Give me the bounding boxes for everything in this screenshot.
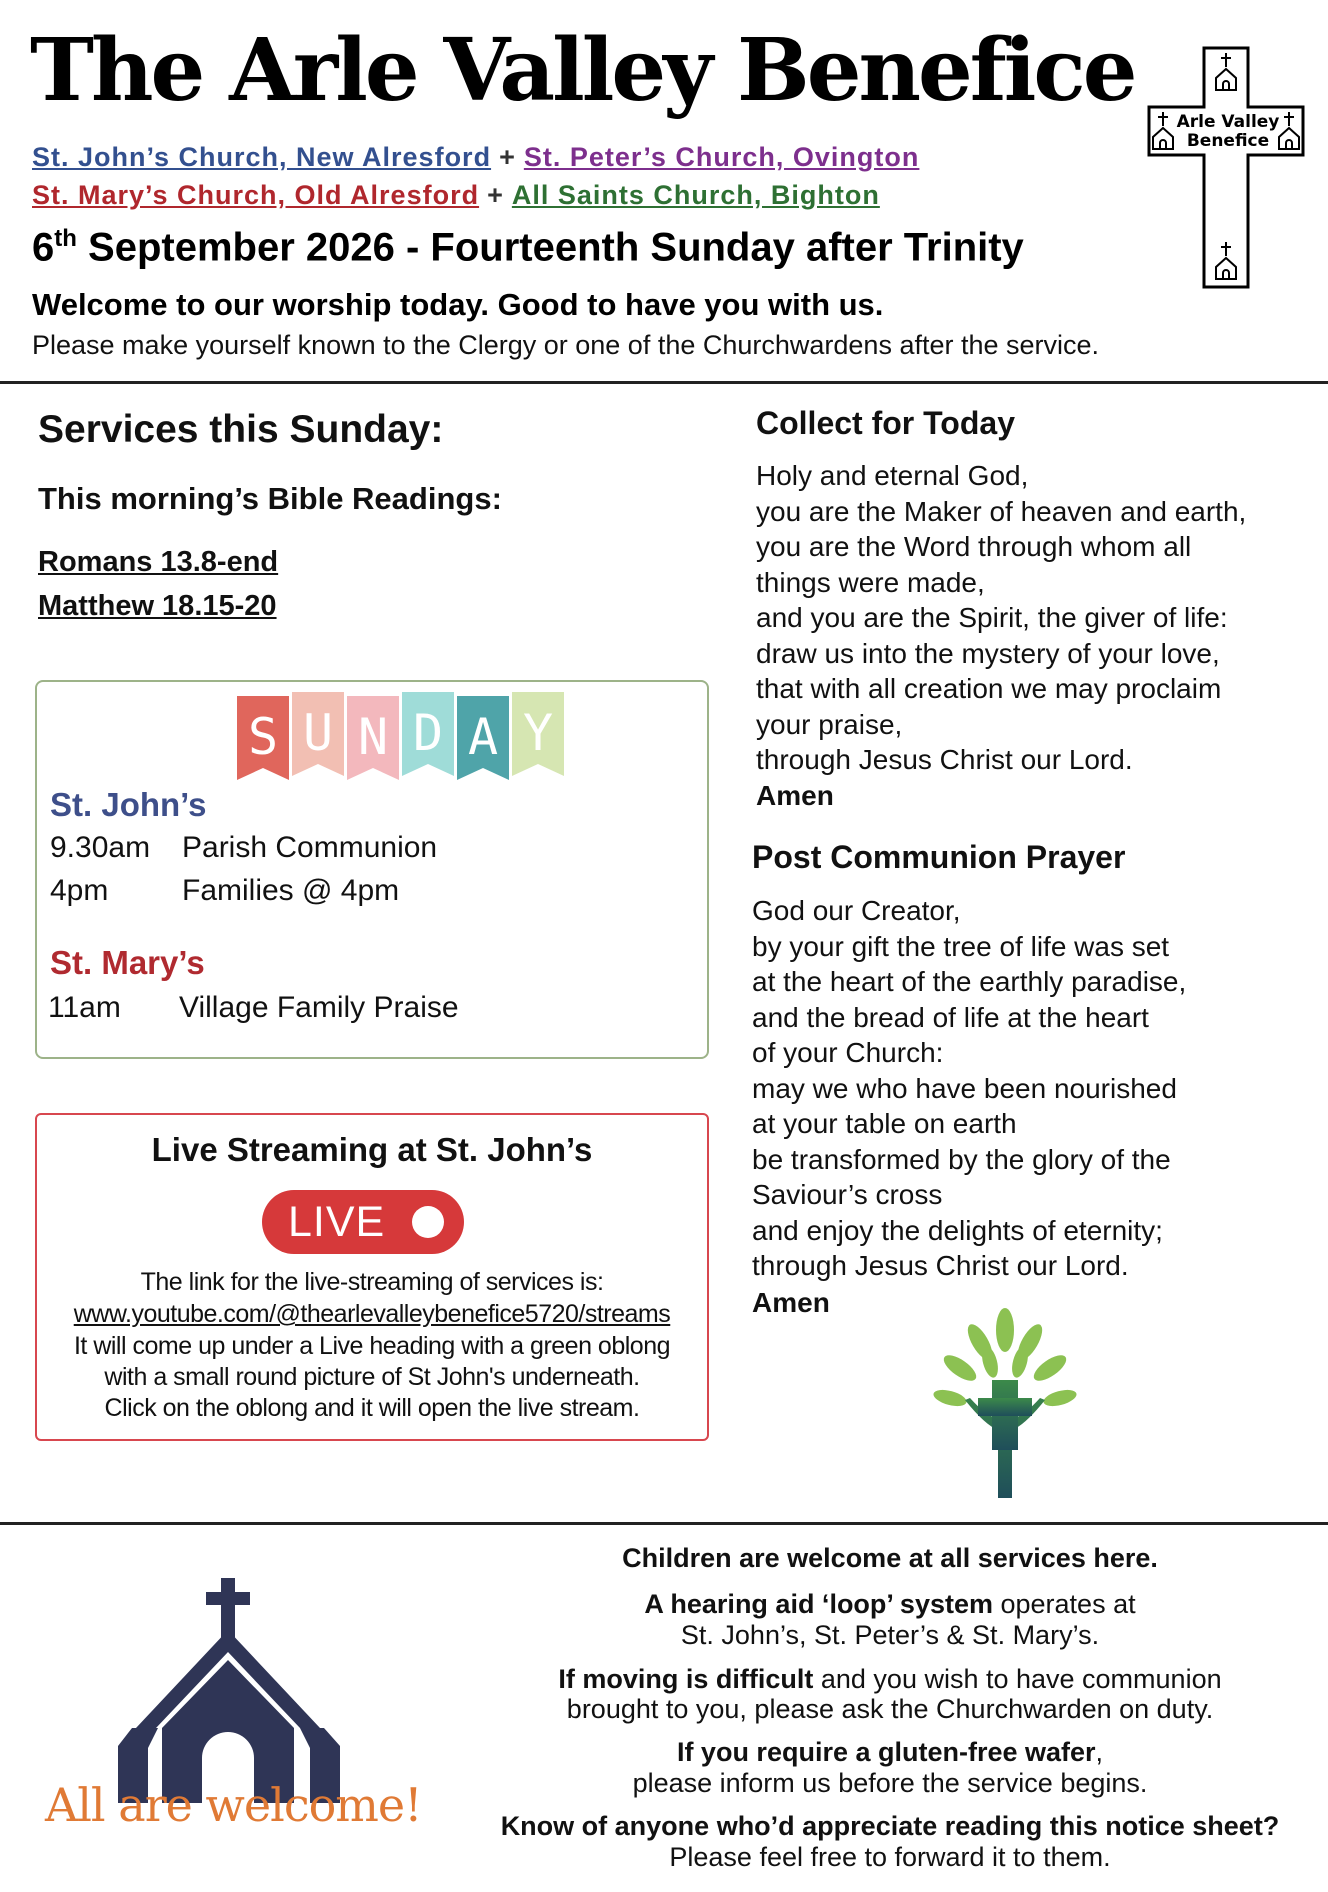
post-communion-heading: Post Communion Prayer bbox=[752, 839, 1126, 875]
loop-line-1 bbox=[450, 1589, 1328, 1620]
moving-bold: If moving is difficult bbox=[558, 1664, 814, 1694]
forward-line-1: Know of anyone who’d appreciate reading this notice sheet? bbox=[500, 1811, 1280, 1841]
header-divider bbox=[0, 381, 1328, 384]
live-label: LIVE bbox=[288, 1198, 386, 1246]
page-title: The Arle Valley Benefice bbox=[30, 20, 1135, 121]
service-time: 11am bbox=[48, 991, 121, 1024]
service-time: 4pm bbox=[50, 874, 109, 907]
gluten-line-1 bbox=[450, 1737, 1328, 1768]
banner-letter: S bbox=[247, 708, 279, 766]
introduction-text: Please make yourself known to the Clergy or one of the Churchwardens after the service. bbox=[32, 330, 1100, 360]
banner-letter: N bbox=[357, 708, 389, 766]
live-text-4: with a small round picture of St John's underneath. bbox=[104, 1363, 640, 1391]
moving-line-2: brought to you, please ask the Churchwarden on duty. bbox=[566, 1694, 1214, 1724]
collect-text: Holy and eternal God, you are the Maker of heaven and earth, you are the Word through whom all things were made, and you are the Spirit, the giver of life: draw us into the mystery of your love, that with all creation we may proclaim your praise, through Jesus Christ our Lord. bbox=[756, 460, 1247, 775]
church-link-st-marys[interactable]: St. Mary’s Church, Old Alresford bbox=[32, 180, 480, 210]
service-name: Village Family Praise bbox=[179, 991, 459, 1024]
loop-bold: A hearing aid ‘loop’ system bbox=[644, 1589, 993, 1619]
moving-line-1 bbox=[450, 1664, 1328, 1695]
service-name: Parish Communion bbox=[182, 831, 438, 864]
loop-rest: operates at bbox=[993, 1589, 1136, 1619]
children-welcome: Children are welcome at all services here. bbox=[622, 1543, 1158, 1573]
youtube-stream-link[interactable]: www.youtube.com/@thearlevalleybenefice5720/streams bbox=[73, 1300, 671, 1328]
church-link-all-saints[interactable]: All Saints Church, Bighton bbox=[511, 180, 880, 210]
church-link-st-peters[interactable]: St. Peter’s Church, Ovington bbox=[523, 142, 920, 172]
church-link-st-johns[interactable]: St. John’s Church, New Alresford bbox=[32, 142, 492, 172]
collect-heading: Collect for Today bbox=[756, 405, 1015, 441]
post-communion-text: God our Creator, by your gift the tree of life was set at the heart of the earthly paradise, and the bread of life at the heart of your Church: may we who have been nourished at your table on earth be transformed by the glory of the Saviour’s cross and enjoy the delights of eternity; through Jesus Christ our Lord. bbox=[752, 895, 1187, 1281]
readings-heading: This morning’s Bible Readings: bbox=[38, 481, 502, 516]
service-date bbox=[32, 225, 1024, 270]
live-text-5: Click on the oblong and it will open the live stream. bbox=[104, 1394, 640, 1422]
church-line-2 bbox=[32, 180, 880, 211]
welcome-text: Welcome to our worship today. Good to have you with us. bbox=[32, 287, 884, 322]
sunday-banner bbox=[237, 692, 567, 784]
gluten-line-2: please inform us before the service begins. bbox=[632, 1768, 1148, 1798]
st-marys-heading: St. Mary’s bbox=[50, 944, 205, 981]
date-day: 6 bbox=[32, 225, 55, 270]
moving-rest: and you wish to have communion bbox=[813, 1664, 1222, 1694]
gluten-bold: If you require a gluten-free wafer bbox=[676, 1737, 1096, 1767]
reading-2[interactable]: Matthew 18.15-20 bbox=[38, 590, 277, 622]
church-line-1 bbox=[32, 142, 919, 173]
all-are-welcome-text: All are welcome! bbox=[45, 1778, 422, 1832]
banner-letter: Y bbox=[522, 704, 554, 762]
logo-text-2: Benefice bbox=[1186, 131, 1270, 151]
cross-with-churches-icon bbox=[1146, 45, 1306, 290]
post-communion-amen: Amen bbox=[752, 1287, 830, 1318]
sunday-services-box bbox=[35, 680, 709, 1059]
live-text-1: The link for the live-streaming of services is: bbox=[140, 1268, 604, 1296]
date-rest: September 2026 - Fourteenth Sunday after Trinity bbox=[76, 225, 1024, 270]
tree-cross-icon bbox=[930, 1300, 1080, 1500]
banner-letter: D bbox=[412, 704, 444, 762]
live-text-3: It will come up under a Live heading with a green oblong bbox=[73, 1332, 670, 1360]
logo-text-1: Arle Valley bbox=[1176, 112, 1280, 132]
reading-1[interactable]: Romans 13.8-end bbox=[38, 546, 279, 578]
plus-separator: + bbox=[487, 180, 504, 210]
church-icon bbox=[118, 1578, 340, 1803]
live-badge bbox=[262, 1190, 464, 1254]
banner-letter: U bbox=[302, 704, 334, 762]
banner-letter: A bbox=[467, 708, 499, 766]
collect-amen: Amen bbox=[756, 780, 834, 811]
live-streaming-box bbox=[35, 1113, 709, 1441]
loop-line-2: St. John’s, St. Peter’s & St. Mary’s. bbox=[680, 1620, 1100, 1650]
st-johns-heading: St. John’s bbox=[50, 786, 207, 823]
services-heading: Services this Sunday: bbox=[38, 408, 444, 451]
plus-separator: + bbox=[499, 142, 516, 172]
service-name: Families @ 4pm bbox=[182, 874, 400, 907]
live-streaming-heading: Live Streaming at St. John’s bbox=[151, 1131, 593, 1168]
footer-divider bbox=[0, 1522, 1328, 1525]
date-suffix: th bbox=[54, 225, 77, 252]
record-dot-icon bbox=[412, 1206, 444, 1238]
gluten-rest: , bbox=[1095, 1737, 1104, 1767]
service-time: 9.30am bbox=[50, 831, 151, 864]
forward-line-2: Please feel free to forward it to them. bbox=[669, 1842, 1111, 1872]
